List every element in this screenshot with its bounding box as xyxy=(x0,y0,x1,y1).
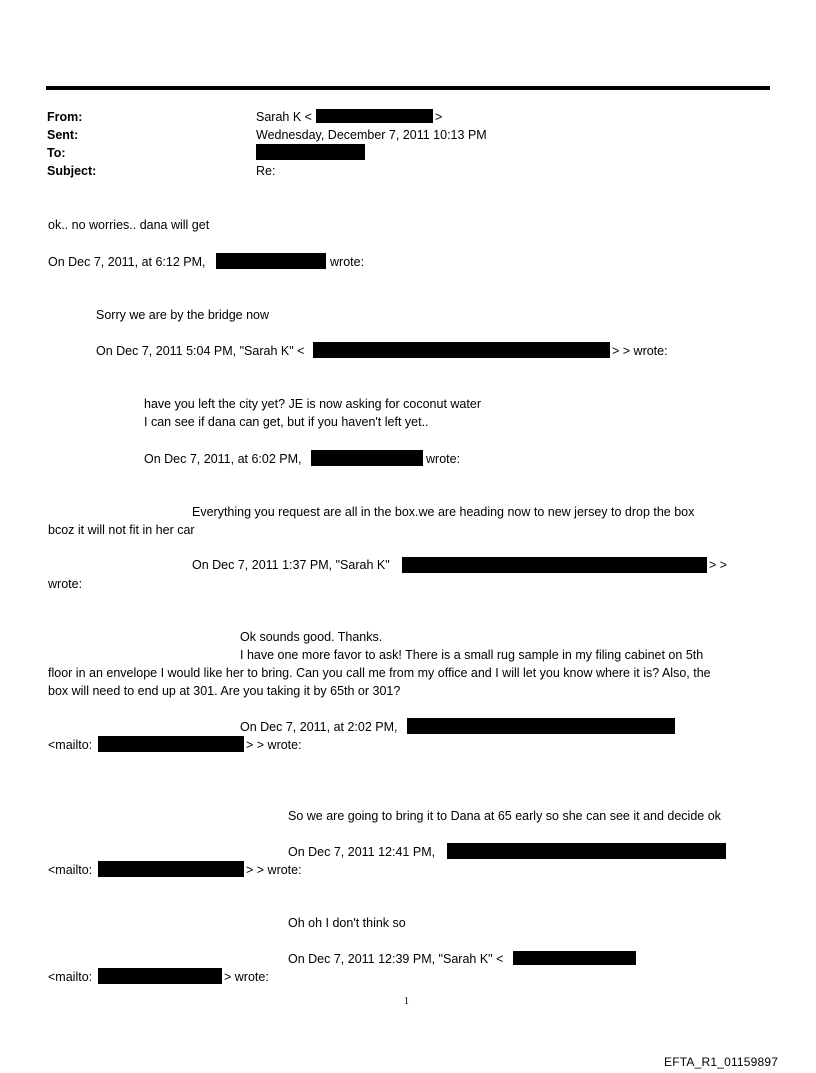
redaction-box xyxy=(513,951,636,965)
body-line: have you left the city yet? JE is now asking for coconut water xyxy=(144,397,481,411)
redaction-box xyxy=(402,557,707,573)
redaction-box xyxy=(256,144,365,160)
quote-header: On Dec 7, 2011 1:37 PM, "Sarah K" xyxy=(192,558,390,572)
quote-header: On Dec 7, 2011, at 6:12 PM, xyxy=(48,255,206,269)
body-line: Sorry we are by the bridge now xyxy=(96,308,270,322)
quote-header: On Dec 7, 2011, at 6:02 PM, xyxy=(144,452,302,466)
body-line: I have one more favor to ask! There is a small rug sample in my filing cabinet on 5th xyxy=(240,648,704,662)
body-line: I can see if dana can get, but if you haven't left yet.. xyxy=(144,415,429,429)
redaction-box xyxy=(98,736,244,752)
quote-header: On Dec 7, 2011 5:04 PM, "Sarah K" < xyxy=(96,344,305,358)
body-line: Everything you request are all in the box.we are heading now to new jersey to drop the box xyxy=(192,505,695,519)
redaction-box xyxy=(216,253,326,269)
body-line: So we are going to bring it to Dana at 65 early so she can see it and decide ok xyxy=(288,809,721,823)
quote-header: On Dec 7, 2011, at 2:02 PM, xyxy=(240,720,398,734)
header-rule xyxy=(46,86,770,90)
redaction-box xyxy=(407,718,675,734)
mailto-prefix: <mailto: xyxy=(48,970,93,984)
body-line: Oh oh I don't think so xyxy=(288,916,406,930)
mailto-prefix: <mailto: xyxy=(48,863,93,877)
quote-header-end: wrote: xyxy=(48,577,83,591)
redaction-box xyxy=(98,861,244,877)
from-value: Sarah K < xyxy=(256,110,312,124)
from-close: > xyxy=(435,110,443,124)
body-line: floor in an envelope I would like her to bring. Can you call me from my office and I will let you know where it is? Also, the xyxy=(48,666,711,680)
from-label: From: xyxy=(47,110,83,124)
page-number: 1 xyxy=(404,996,409,1007)
redaction-box xyxy=(98,968,222,984)
body-line: box will need to end up at 301. Are you taking it by 65th or 301? xyxy=(48,684,401,698)
mailto-prefix: <mailto: xyxy=(48,738,93,752)
quote-header-end: wrote: xyxy=(330,255,365,269)
sent-value: Wednesday, December 7, 2011 10:13 PM xyxy=(256,128,487,142)
quote-header-end: > > xyxy=(709,558,728,572)
sent-label: Sent: xyxy=(47,128,79,142)
subject-value: Re: xyxy=(256,164,276,178)
redaction-box xyxy=(447,843,726,859)
document-id: EFTA_R1_01159897 xyxy=(664,1055,779,1069)
quote-header: On Dec 7, 2011 12:39 PM, "Sarah K" < xyxy=(288,952,504,966)
quote-header-end: > wrote: xyxy=(224,970,269,984)
body-line: ok.. no worries.. dana will get xyxy=(48,218,210,232)
redaction-box xyxy=(313,342,610,358)
redaction-box xyxy=(311,450,423,466)
subject-label: Subject: xyxy=(47,164,97,178)
quote-header-end: > > wrote: xyxy=(612,344,668,358)
body-line: bcoz it will not fit in her car xyxy=(48,523,195,537)
to-label: To: xyxy=(47,146,66,160)
body-line: Ok sounds good. Thanks. xyxy=(240,630,383,644)
quote-header: On Dec 7, 2011 12:41 PM, xyxy=(288,845,436,859)
quote-header-end: wrote: xyxy=(426,452,461,466)
redaction-box xyxy=(316,109,433,123)
quote-header-end: > > wrote: xyxy=(246,738,302,752)
quote-header-end: > > wrote: xyxy=(246,863,302,877)
